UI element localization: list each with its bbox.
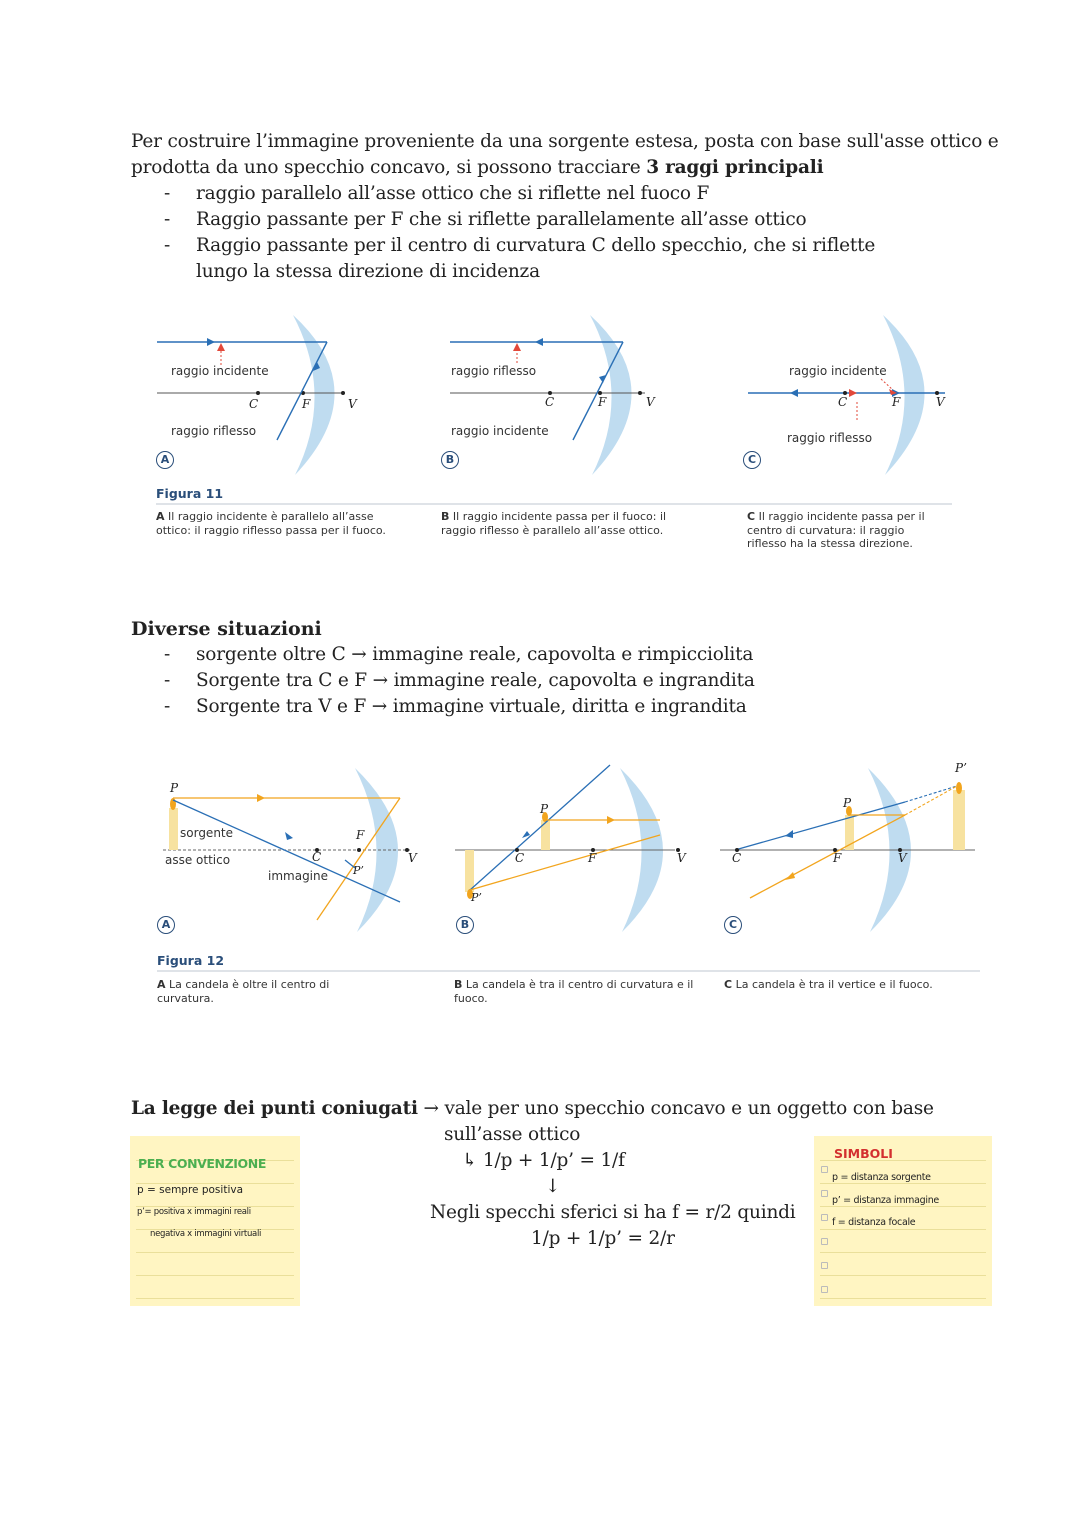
law-formula-2: 1/p + 1/p’ = 2/r [531,1228,675,1249]
situations-title: Diverse situazioni [131,618,322,640]
fig12b-v: V [677,851,686,865]
fig11-caption-b [441,510,681,537]
fig12b-p: P [540,802,549,816]
note-symbols-line: f = distanza focale [832,1217,916,1228]
intro-line-1: Per costruire l’immagine proveniente da una sorgente estesa, posta con base sull'asse ottico e [131,131,999,152]
caption-letter: A [156,510,165,523]
fig11c-bottom-label: raggio riflesso [787,431,873,445]
intro-line-2-text: prodotta da uno specchio concavo, si possono tracciare [131,157,641,178]
fig12-panel-b [455,765,680,932]
situation-bullet: - Sorgente tra C e F → immagine reale, capovolta e ingrandita [131,668,951,694]
fig11b-c: C [545,395,555,409]
fig12b-pp: P’ [471,891,482,904]
situation-bullet: - Sorgente tra V e F → immagine virtuale, diritta e ingrandita [131,694,951,720]
fig12-panel-a [163,768,410,932]
fig12a-sorgente: sorgente [180,826,234,840]
fig12-caption-a [157,978,357,1005]
fig11-panel-a [157,315,345,475]
fig11a-f: F [302,397,311,411]
fig11a-bottom-label: raggio riflesso [171,424,257,438]
caption-letter: C [747,510,756,523]
note-symbols-title: SIMBOLI [834,1146,893,1161]
fig12a-immagine: immagine [268,869,329,883]
law-arrow: ↓ [545,1176,561,1197]
fig12-panel-c [720,768,975,932]
concave-mirror [355,768,398,932]
fig12c-p: P [843,796,852,810]
note-checkboxes [821,1166,828,1296]
caption-text: Il raggio incidente è parallelo all’asse ottico: il raggio riflesso passa per il fuoco. [156,510,386,537]
note-convention-line: negativa x immagini virtuali [150,1229,262,1239]
fig11c-v: V [936,395,945,409]
fig11b-f: F [598,395,607,409]
caption-text: La candela è oltre il centro di curvatura. [157,978,330,1005]
fig12-caption-c [724,978,974,992]
fig11c-top-label: raggio incidente [789,364,887,378]
note-convention-line: p’= positiva x immagini reali [137,1207,251,1217]
fig11b-v: V [646,395,655,409]
fig12a-c: C [312,850,322,864]
fig12b-c: C [515,851,525,865]
fig12b-f: F [588,851,597,865]
figure-12-label: Figura 12 [157,953,225,968]
fig12a-p: P [170,781,179,795]
fig11a-v: V [348,397,357,411]
fig11a-top-label: raggio incidente [171,364,269,378]
law-title-line [131,1096,951,1122]
intro-bullet: - Raggio passante per F che si riflette parallelamente all’asse ottico [131,207,931,233]
intro-bullet: - raggio parallelo all’asse ottico che si riflette nel fuoco F [131,181,931,207]
fig12a-v: V [408,851,417,865]
situations-bullets [131,642,951,720]
note-symbols-line: p = distanza sorgente [832,1172,931,1183]
caption-text: La candela è tra il centro di curvatura e il fuoco. [454,978,694,1005]
figure-11-label: Figura 11 [156,486,224,501]
law-line-2: sull’asse ottico [444,1124,581,1145]
fig12c-c: C [732,851,742,865]
fig11b-bottom-label: raggio incidente [451,424,549,438]
fig11-caption-a [156,510,396,537]
intro-paragraph [131,129,1011,285]
intro-line-2-bold: 3 raggi principali [646,157,824,178]
caption-text: La candela è tra il vertice e il fuoco. [735,978,933,991]
note-symbols-line: p’ = distanza immagine [832,1195,939,1206]
figure-12-diagrams [145,760,985,940]
figure-12-rule [157,970,980,972]
fig11c-f: F [892,395,901,409]
fig11-caption-c [747,510,947,551]
caption-letter: B [454,978,463,991]
fig12c-letter: C [724,916,742,934]
caption-letter: A [157,978,166,991]
caption-text: Il raggio incidente passa per il centro di curvatura: il raggio riflesso ha la stessa direzione. [747,510,925,550]
intro-bullet: - Raggio passante per il centro di curvatura C dello specchio, che si riflette lungo la stessa direzione di incidenza [131,233,916,285]
note-convention [130,1136,300,1306]
fig12a-f: F [356,828,365,842]
figure-11-rule [156,503,952,505]
caption-letter: B [441,510,450,523]
caption-text: Il raggio incidente passa per il fuoco: il raggio riflesso è parallelo all’asse ottico. [441,510,667,537]
law-formula-1: ↳ 1/p + 1/p’ = 1/f [462,1150,625,1171]
fig12a-asse: asse ottico [165,853,231,867]
caption-letter: C [724,978,733,991]
fig12c-v: V [898,851,907,865]
intro-bullets [131,181,931,285]
fig12b-letter: B [456,916,474,934]
law-title: La legge dei punti coniugati [131,1098,418,1119]
fig12a-pp: P’ [353,864,364,877]
fig11a-c: C [249,397,259,411]
fig11b-top-label: raggio riflesso [451,364,537,378]
fig12c-f: F [833,851,842,865]
intro-line-2 [131,155,1011,181]
note-convention-title: PER CONVENZIONE [138,1156,266,1171]
candle [169,808,178,850]
note-symbols [814,1136,992,1306]
note-convention-line: p = sempre positiva [137,1184,244,1196]
fig12-caption-b [454,978,694,1005]
fig11c-letter: C [743,451,761,469]
situations-section [131,618,951,720]
fig11b-letter: B [441,451,459,469]
fig12c-pp: P’ [955,761,967,775]
fig11a-letter: A [156,451,174,469]
concave-mirror [883,315,925,475]
law-line-4: Negli specchi sferici si ha f = r/2 quindi [430,1202,796,1223]
fig12a-letter: A [157,916,175,934]
law-after-title: → vale per uno specchio concavo e un oggetto con base [423,1098,934,1119]
situation-bullet: - sorgente oltre C → immagine reale, capovolta e rimpicciolita [131,642,951,668]
fig11c-c: C [838,395,848,409]
